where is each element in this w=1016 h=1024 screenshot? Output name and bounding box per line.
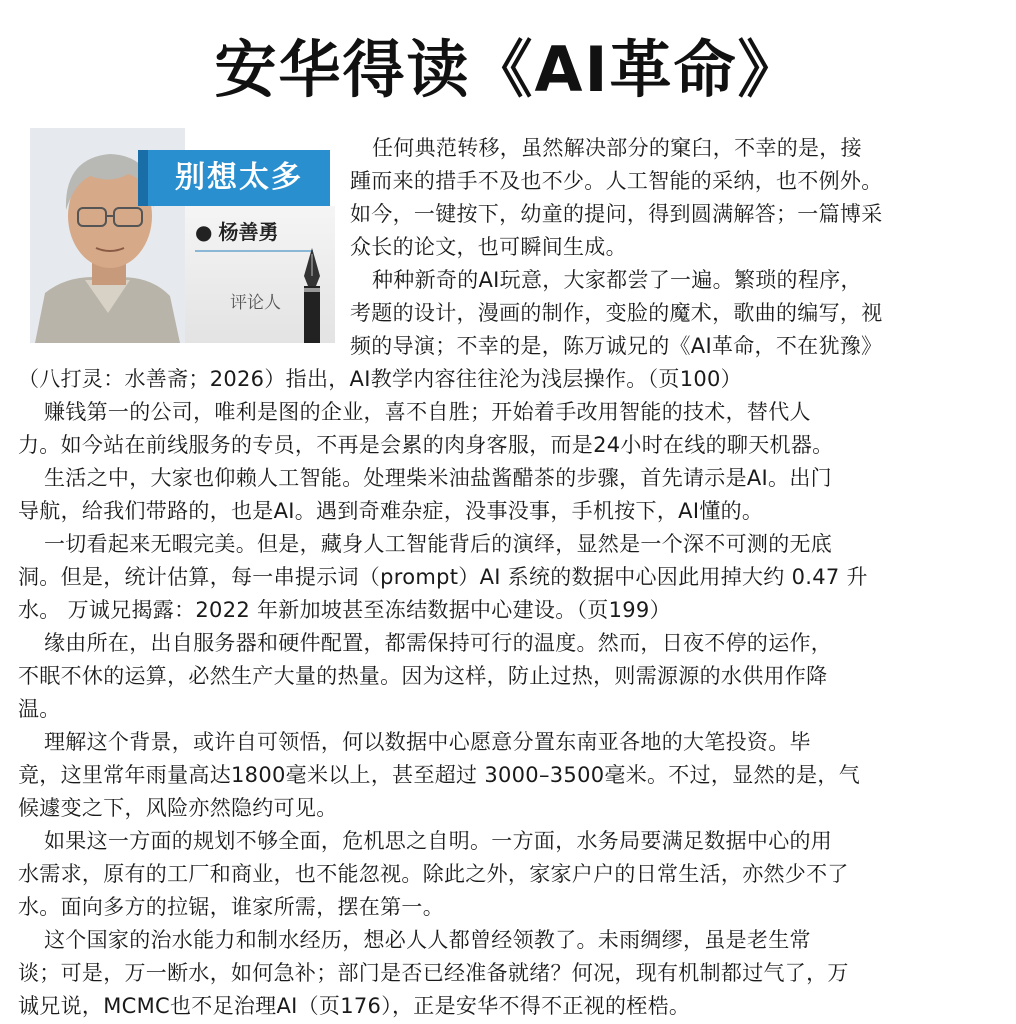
column-name: 别想太多 <box>148 150 330 206</box>
body-line: 生活之中，大家也仰赖人工智能。处理柴米油盐酱醋茶的步骤，首先请示是AI。出门 <box>44 466 832 490</box>
body-line: 赚钱第一的公司，唯利是图的企业，喜不自胜；开始着手改用智能的技术，替代人 <box>44 400 811 424</box>
body-line: 诚兄说，MCMC也不足治理AI（页176），正是安华不得不正视的桎梏。 <box>18 994 691 1018</box>
column-header <box>30 128 340 343</box>
body-line: 一切看起来无暇完美。但是，藏身人工智能背后的演绎，显然是一个深不可测的无底 <box>44 532 833 556</box>
bullet-icon: ● <box>195 220 213 244</box>
body-line: 导航，给我们带路的，也是AI。遇到奇难杂症，没事没事，手机按下，AI懂的。 <box>18 499 764 523</box>
author-name-text: 杨善勇 <box>218 220 279 244</box>
body-line: 竟，这里常年雨量高达1800毫米以上，甚至超过 3000–3500毫米。不过，显然的是，气 <box>18 763 861 787</box>
body-line: 缘由所在，出自服务器和硬件配置，都需保持可行的温度。然而，日夜不停的运作， <box>44 631 833 655</box>
body-line: 水。 万诚兄揭露：2022 年新加坡甚至冻结数据中心建设。（页199） <box>18 598 671 622</box>
body-line: 踵而来的措手不及也不少。人工智能的采纳，也不例外。 <box>350 169 883 193</box>
body-line: 温。 <box>18 697 61 721</box>
body-line: 种种新奇的AI玩意，大家都尝了一遍。繁琐的程序， <box>372 268 862 292</box>
body-line: 这个国家的治水能力和制水经历，想必人人都曾经领教了。未雨绸缪，虽是老生常 <box>44 928 811 952</box>
body-line: 候遽变之下，风险亦然隐约可见。 <box>18 796 338 820</box>
author-role: 评论人 <box>230 293 281 313</box>
body-line: 频的导演；不幸的是，陈万诚兄的《AI革命，不在犹豫》 <box>350 334 883 358</box>
body-line: 洞。但是，统计估算，每一串提示词（prompt）AI 系统的数据中心因此用掉大约 0.47 升 <box>18 565 868 589</box>
body-line: 如今，一键按下，幼童的提问，得到圆满解答；一篇博采 <box>350 202 883 226</box>
body-line: （八打灵：水善斋；2026）指出，AI教学内容往往沦为浅层操作。（页100） <box>18 367 742 391</box>
body-line: 水。面向多方的拉锯，谁家所需，摆在第一。 <box>18 895 444 919</box>
body-line: 谈；可是，万一断水，如何急补；部门是否已经准备就绪？何况，现有机制都过气了，万 <box>18 961 849 985</box>
headline: 安华得读《AI革命》 <box>214 33 802 106</box>
fountain-pen-icon <box>292 246 332 343</box>
body-line: 任何典范转移，虽然解决部分的窠臼，不幸的是，接 <box>372 136 862 160</box>
body-line: 如果这一方面的规划不够全面，危机思之自明。一方面，水务局要满足数据中心的用 <box>44 829 833 853</box>
body-line: 考题的设计，漫画的制作，变脸的魔术，歌曲的编写，视 <box>350 301 883 325</box>
body-line: 理解这个背景，或许自可领悟，何以数据中心愿意分置东南亚各地的大笔投资。毕 <box>44 730 811 754</box>
body-line: 水需求，原有的工厂和商业，也不能忽视。除此之外，家家户户的日常生活，亦然少不了 <box>18 862 849 886</box>
author-name <box>195 216 278 245</box>
body-line: 不眠不休的运算，必然生产大量的热量。因为这样，防止过热，则需源源的水供用作降 <box>18 664 828 688</box>
body-line: 众长的论文，也可瞬间生成。 <box>350 235 627 259</box>
body-line: 力。如今站在前线服务的专员，不再是会累的肉身客服，而是24小时在线的聊天机器。 <box>18 433 834 457</box>
